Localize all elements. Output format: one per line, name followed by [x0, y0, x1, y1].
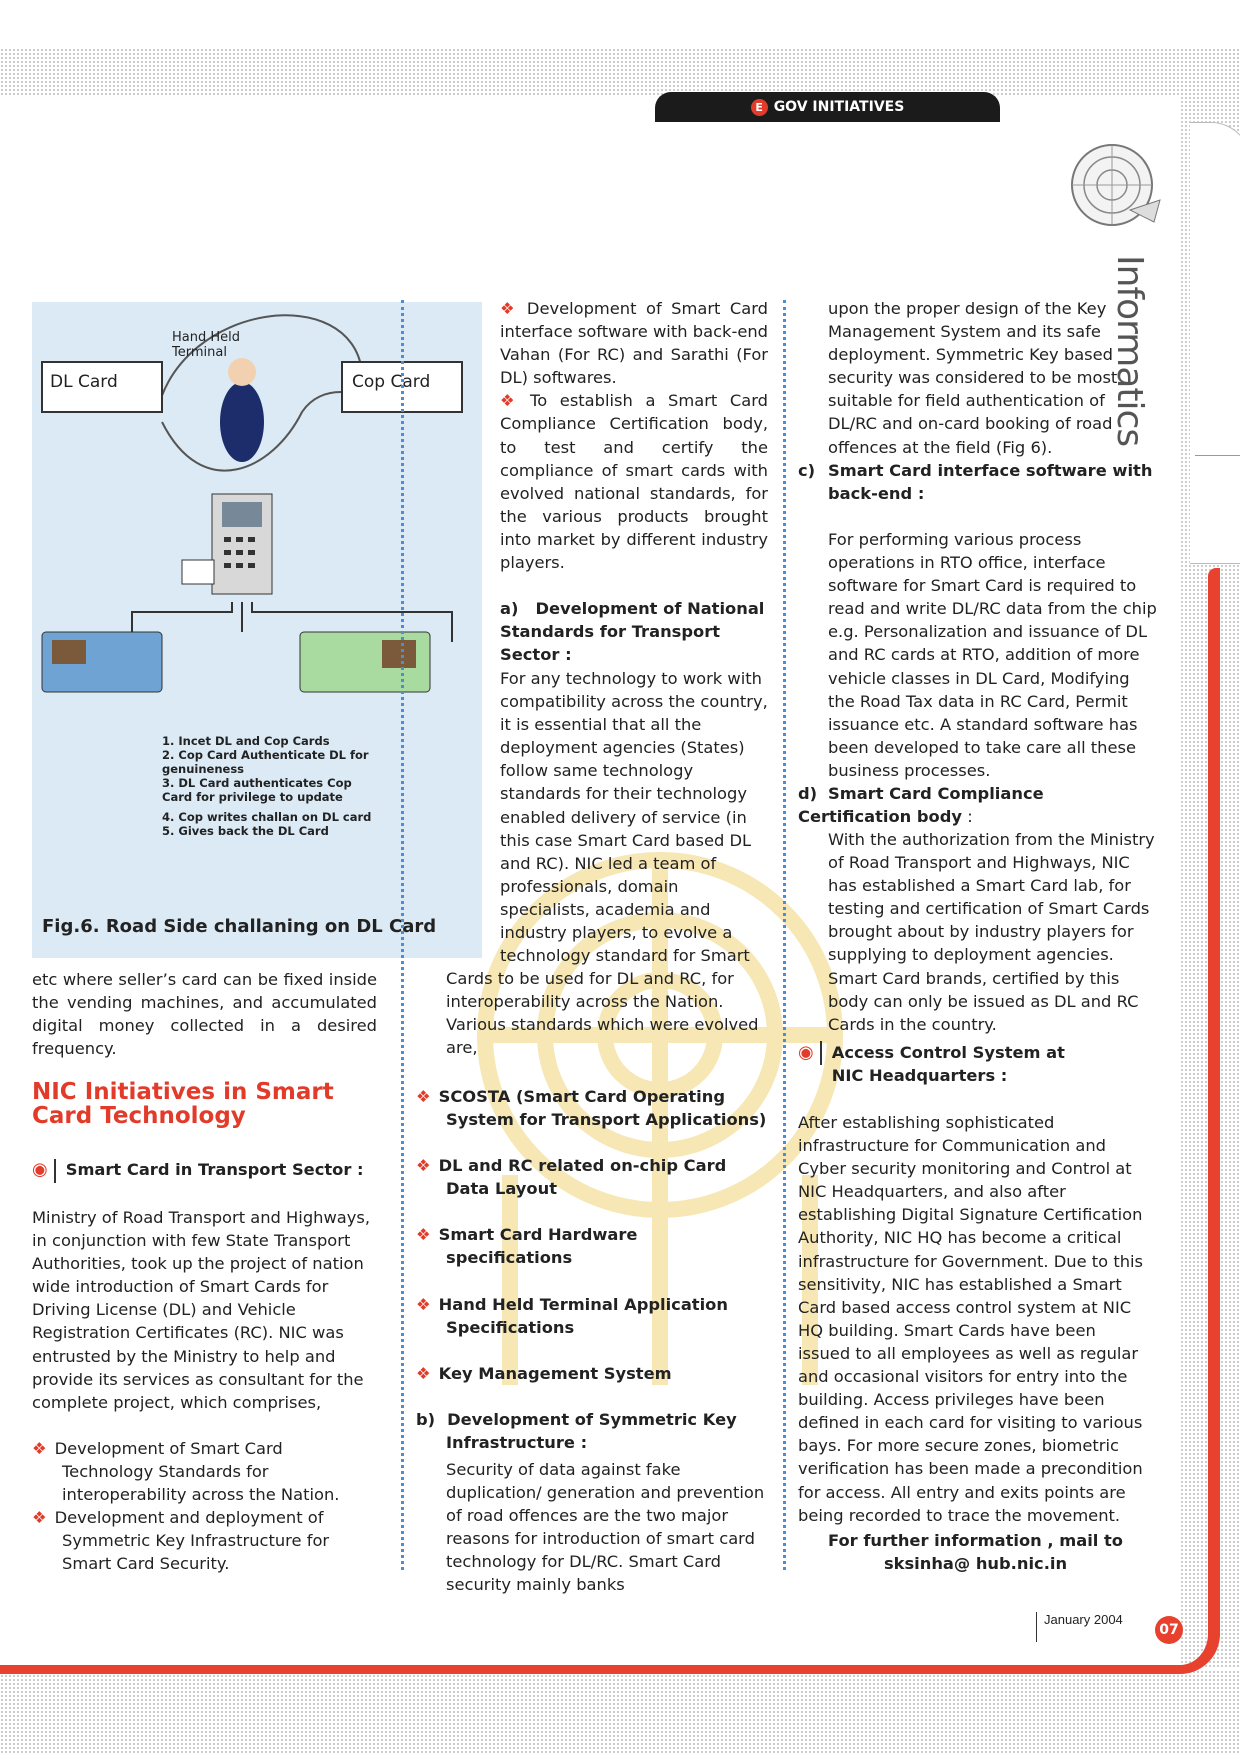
figure-road-side-challaning: [32, 302, 482, 958]
col1-subheading-text: Smart Card in Transport Sector :: [65, 1160, 364, 1179]
section-label: d): [798, 784, 818, 803]
list-item: Smart Card Hardware specifications: [438, 1225, 638, 1268]
target-bullet-icon: ◉: [798, 1042, 814, 1063]
col2-section-a-heading: [500, 597, 768, 666]
sidebar-panel: [1190, 122, 1240, 564]
figure-caption: Fig.6. Road Side challaning on DL Card: [42, 916, 437, 937]
col2-section-a-paragraph: For any technology to work with compatibility across the country, it is essential that all the deployment agencies (States) follow same technology standards for their technology enabled delivery of service (in this case Smart Card based DL and RC). NIC led a team of professionals, domain specialists, academia and industry players, to evolve a technology standard for Smart: [500, 669, 768, 966]
section-label: c): [798, 461, 816, 480]
diamond-bullet-icon: ❖: [416, 1156, 431, 1176]
col3-section-d-heading: [798, 782, 1158, 828]
figure-step: 5. Gives back the DL Card: [162, 824, 329, 838]
figure-step: 2. Cop Card Authenticate DL for genuineness: [162, 748, 369, 776]
diamond-bullet-icon: ❖: [416, 1294, 431, 1314]
contact-block: [798, 1529, 1153, 1575]
section-heading-text: Smart Card interface software with back-end :: [828, 461, 1153, 504]
col2-section-b-paragraph: Security of data against fake duplication/ generation and prevention of road offences are the two major reasons for introduction of smart card technology for DL/RC. Smart Card security mainly banks: [446, 1460, 765, 1595]
col1-intro: etc where seller’s card can be fixed inside the vending machines, and accumulated digital money collected in a desired frequency.: [32, 970, 377, 1059]
col1-paragraph: Ministry of Road Transport and Highways, in conjunction with few State Transport Authorities, took up the project of nation wide introduction of Smart Cards for Driving License (DL) and Vehicle Registration Certificates (RC). NIC was entrusted by the Ministry to help and provide its services as consultant for the complete project, which comprises,: [32, 1208, 371, 1412]
section-tab-label: GOV INITIATIVES: [773, 99, 905, 115]
red-accent-bar: [1208, 568, 1220, 1636]
sidebar-rule: [1195, 455, 1240, 456]
informatics-globe-logo-icon: [1062, 140, 1172, 240]
heading-separator: [820, 1041, 822, 1065]
column-divider: [401, 300, 404, 1570]
diamond-bullet-icon: ❖: [500, 299, 519, 318]
figure-steps: [162, 734, 382, 838]
col2-top-bullets: [500, 297, 768, 574]
diamond-bullet-icon: ❖: [416, 1087, 431, 1106]
section-heading-colon: :: [962, 807, 973, 827]
list-item: SCOSTA (Smart Card Operating System for Transport Applications): [438, 1087, 767, 1130]
col3-paragraph: upon the proper design of the Key Management System and its safe deployment. Symmetric Key based security was considered to be most suitable for field authentication of DL/RC and on-card booking of road offences at the field (Fig 6).: [828, 299, 1118, 457]
diamond-bullet-icon: ❖: [416, 1363, 431, 1383]
section-heading: NIC Initiatives in Smart Card Technology: [32, 1079, 334, 1129]
col3-access-heading: [798, 1041, 1138, 1087]
red-accent-bottom: [0, 1632, 1220, 1674]
list-item: Development and deployment of Symmetric Key Infrastructure for Smart Card Security.: [54, 1508, 330, 1574]
diamond-bullet-icon: ❖: [32, 1439, 47, 1458]
figure-diagram: [32, 302, 482, 958]
figure-step: 3. DL Card authenticates Cop Card for privilege to update: [162, 776, 352, 804]
footer-date: January 2004: [1044, 1612, 1123, 1627]
footer-rule: [1036, 1612, 1037, 1642]
col3-section-c-heading: [798, 459, 1158, 505]
diamond-bullet-icon: ❖: [416, 1225, 431, 1245]
col1-subheading: [32, 1158, 377, 1183]
sidebar-title: Informatics: [1109, 255, 1150, 447]
bottom-dot-pattern: [0, 1670, 1240, 1755]
diamond-bullet-icon: ❖: [32, 1508, 47, 1528]
heading-separator: [54, 1159, 56, 1183]
section-heading-text: Smart Card Compliance Certification body: [798, 784, 1044, 827]
target-bullet-icon: ◉: [32, 1159, 48, 1180]
figure-label-dl-card: DL Card: [50, 372, 118, 392]
col1-bullet-list: [32, 1437, 377, 1576]
col3-section-c-paragraph: For performing various process operations in RTO office, interface software for Smart Card is required to read and write DL/RC data from the chip e.g. Personalization and issuance of DL and RC cards at RTO, addition of more vehicle classes in DL Card, Modifying the Road Tax data in RC Card, Permit issuance etc. A standard software has been developed to take care all these business processes.: [828, 530, 1157, 780]
section-heading-text: Development of Symmetric Key Infrastructure :: [446, 1409, 737, 1452]
list-item: Development of Smart Card Technology Standards for interoperability across the Nation.: [54, 1439, 340, 1505]
diamond-bullet-icon: ❖: [500, 391, 523, 411]
col3-access-paragraph: After establishing sophisticated infrastructure for Communication and Cyber security monitoring and Control at NIC Headquarters, and also after establishing Digital Signature Certification Authority, NIC HQ has become a critical infrastructure for Government. Due to this sensitivity, NIC has established a Smart Card based access control system at NIC HQ building. Smart Cards have been issued to all employees as well as regular and occasional visitors for entry into the building. Access privileges have been defined in each card for visiting to various bays. For more secure zones, biometric verification has been made a precondition for access. All entry and exits points are being recorded to trace the movement.: [798, 1113, 1144, 1525]
section-heading-text: Development of National Standards for Transport Sector :: [500, 599, 765, 665]
top-dot-pattern: [0, 48, 1240, 96]
list-item: Hand Held Terminal Application Specifications: [438, 1294, 728, 1337]
page-number-badge: 07: [1155, 1616, 1183, 1644]
egov-e-icon: E: [751, 99, 768, 116]
list-item: Key Management System: [438, 1363, 672, 1383]
list-item: Development of Smart Card interface software with back-end Vahan (For RC) and Sarathi (For DL) softwares.: [500, 299, 768, 388]
access-heading-text: Access Control System at NIC Headquarters :: [831, 1043, 1065, 1086]
list-item: To establish a Smart Card Compliance Certification body, to test and certify the compliance of smart cards with evolved national standards, for the various products brought into market by different industry players.: [500, 391, 768, 573]
contact-email: sksinha@ hub.nic.in: [883, 1554, 1068, 1574]
col2-section-a-paragraph-cont: Cards to be used for DL and RC, for interoperability across the Nation. Various standards which were evolved are,: [446, 969, 759, 1058]
section-tab: [655, 92, 1000, 122]
column-divider: [783, 300, 786, 1570]
standards-list: [416, 1085, 768, 1454]
section-label: a): [500, 599, 519, 618]
list-item: DL and RC related on-chip Card Data Layout: [438, 1156, 727, 1199]
figure-step: 1. Incet DL and Cop Cards: [162, 734, 330, 748]
section-label: b): [416, 1409, 436, 1429]
figure-label-cop-card: Cop Card: [352, 372, 431, 392]
col3-section-d-paragraph: With the authorization from the Ministry of Road Transport and Highways, NIC has established a Smart Card lab, for testing and certification of Smart Cards brought about by industry players for supplying to deployment agencies. Smart Card brands, certified by this body can only be issued as DL and RC Cards in the country.: [828, 830, 1155, 1034]
contact-line: For further information , mail to: [828, 1531, 1123, 1550]
figure-label-handheld: Hand Held Terminal: [172, 330, 241, 360]
figure-step: 4. Cop writes challan on DL card: [162, 810, 372, 824]
